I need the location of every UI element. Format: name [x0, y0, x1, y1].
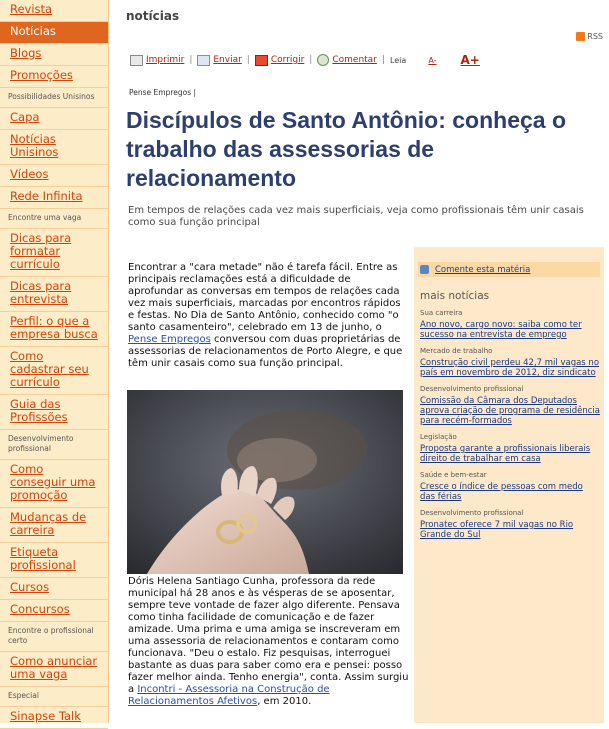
sidebar-item-guia-das-profissoes[interactable]: Guia das Profissões — [0, 395, 108, 430]
printer-icon — [130, 55, 143, 66]
news-link[interactable]: Proposta garante a profissionais liberais direito de trabalhar em casa — [420, 444, 591, 464]
sidebar-section-heading: Encontre o profissional certo — [0, 622, 108, 652]
left-sidebar — [0, 0, 109, 723]
sidebar-item-blogs[interactable]: Blogs — [0, 44, 108, 66]
sidebar-section-heading: Possibilidades Unisinos — [0, 88, 108, 108]
read-label: Leia — [389, 55, 407, 65]
news-category: Desenvolvimento profissional — [420, 385, 524, 393]
sidebar-item-videos[interactable]: Vídeos — [0, 165, 108, 187]
comment-bubble-icon — [420, 265, 429, 274]
article-paragraph-2 — [128, 576, 410, 708]
right-column — [414, 247, 604, 723]
news-item — [420, 509, 600, 540]
news-link[interactable]: Comissão da Câmara dos Deputados aprova criação de programa de residência para recém-formados — [420, 396, 601, 426]
separator: | — [381, 55, 385, 65]
envelope-icon — [197, 55, 210, 66]
sidebar-section-heading: Encontre uma vaga — [0, 209, 108, 229]
paragraph-text: conversou com duas proprietárias de assessorias de relacionamentos de Porto Alegre, e que têm unir casais como sua função principal. — [128, 334, 403, 369]
news-category: Saúde e bem-estar — [420, 471, 487, 479]
comment-strip — [418, 262, 600, 277]
decrease-font-button[interactable]: A- — [428, 55, 437, 65]
more-news-title: mais notícias — [420, 290, 490, 302]
paragraph-text: Dóris Helena Santiago Cunha, professora da rede municipal há 28 anos e às vésperas de se aposentar, sempre teve vontade de fazer algo diferente. Pensava como tinha facilidade de comunicação e de fazer amizade. Uma prima e uma amiga se inscreveram em uma assessoria de relacionamentos e contaram como funcionava. "Deu o estalo. Fiz pesquisas, interroguei bastante as duas para saber como era e pensei: posso fazer melhor ainda. Tenho energia", conta. Assim surgiu a — [128, 576, 409, 695]
rss-link[interactable] — [576, 32, 603, 41]
sidebar-item-como-cadastrar-seu-curriculo[interactable]: Como cadastrar seu currículo — [0, 347, 108, 395]
sidebar-item-revista[interactable]: Revista — [0, 0, 108, 22]
rss-icon — [576, 32, 585, 41]
sidebar-item-dicas-para-formatar-curriculo[interactable]: Dicas para formatar currículo — [0, 229, 108, 277]
sidebar-item-sinapse-talk[interactable]: Sinapse Talk — [0, 707, 108, 729]
sidebar-item-noticias-unisinos[interactable]: Notícias Unisinos — [0, 130, 108, 165]
sidebar-item-capa[interactable]: Capa — [0, 108, 108, 130]
news-category: Sua carreira — [420, 309, 463, 317]
paragraph-text: , em 2010. — [257, 696, 312, 707]
sidebar-item-noticias[interactable]: Notícias — [0, 22, 108, 44]
sidebar-item-como-anunciar-uma-vaga[interactable]: Como anunciar uma vaga — [0, 652, 108, 687]
article-toolbar — [130, 53, 480, 67]
article-kicker: Pense Empregos | — [129, 88, 197, 97]
sidebar-item-promocoes[interactable]: Promoções — [0, 66, 108, 88]
comment-article-link[interactable]: Comente esta matéria — [435, 264, 531, 275]
news-category: Legislação — [420, 433, 457, 441]
sidebar-item-etiqueta-profissional[interactable]: Etiqueta profissional — [0, 543, 108, 578]
news-item — [420, 309, 600, 340]
news-link[interactable]: Ano novo, cargo novo: saiba como ter sucesso na entrevista de emprego — [420, 320, 582, 340]
article-photo-rings-in-hand — [127, 390, 403, 574]
news-item — [420, 433, 600, 464]
article-paragraph-1 — [128, 262, 408, 370]
comment-icon — [317, 54, 329, 66]
comment-label: Comentar — [332, 55, 377, 65]
photo-illustration — [127, 390, 403, 574]
separator: | — [246, 55, 250, 65]
send-button[interactable] — [197, 55, 241, 66]
print-button[interactable] — [130, 55, 184, 66]
pense-empregos-link[interactable]: Pense Empregos — [128, 334, 211, 345]
article-lede: Em tempos de relações cada vez mais superficiais, veja como profissionais têm unir casais como sua função principal — [128, 205, 584, 228]
increase-font-button[interactable]: A+ — [460, 53, 480, 67]
print-label: Imprimir — [146, 55, 185, 65]
news-link[interactable]: Construção civil perdeu 42,7 mil vagas no país em novembro de 2012, diz sindicato — [420, 358, 600, 378]
news-category: Desenvolvimento profissional — [420, 509, 524, 517]
news-item — [420, 347, 600, 378]
sidebar-item-cursos[interactable]: Cursos — [0, 578, 108, 600]
correction-icon — [255, 55, 268, 66]
sidebar-item-concursos[interactable]: Concursos — [0, 600, 108, 622]
correct-label: Corrigir — [270, 55, 305, 65]
incontri-link[interactable]: Incontri - Assessoria na Construção de Relacionamentos Afetivos — [128, 684, 330, 707]
news-link[interactable]: Cresce o índice de pessoas com medo das férias — [420, 482, 583, 502]
section-title: notícias — [126, 9, 180, 23]
sidebar-section-heading: Desenvolvimento profissional — [0, 430, 108, 460]
sidebar-item-como-conseguir-uma-promocao[interactable]: Como conseguir uma promoção — [0, 460, 108, 508]
separator: | — [309, 55, 313, 65]
rss-label: RSS — [587, 32, 603, 41]
correct-button[interactable] — [255, 55, 304, 66]
article-headline: Discípulos de Santo Antônio: conheça o trabalho das assessorias de relacionamento — [126, 107, 567, 191]
news-category: Mercado de trabalho — [420, 347, 493, 355]
sidebar-item-perfil-o-que-a-empresa-busca[interactable]: Perfil: o que a empresa busca — [0, 312, 108, 347]
sidebar-item-rede-infinita[interactable]: Rede Infinita — [0, 187, 108, 209]
sidebar-item-dicas-para-entrevista[interactable]: Dicas para entrevista — [0, 277, 108, 312]
more-news-list — [420, 309, 600, 547]
news-item — [420, 471, 600, 502]
sidebar-section-heading: Especial — [0, 687, 108, 707]
send-label: Enviar — [213, 55, 242, 65]
news-link[interactable]: Pronatec oferece 7 mil vagas no Rio Grande do Sul — [420, 520, 574, 540]
separator: | — [189, 55, 193, 65]
comment-button[interactable] — [317, 54, 377, 66]
paragraph-text: Encontrar a "cara metade" não é tarefa fácil. Entre as principais reclamações está a dificuldade de aprofundar as conversas em tempos de relações cada vez mais superficiais, marcadas por encontros rápidos e festas. No Dia de Santo Antônio, conhecido como "o santo casamenteiro", celebrado em 13 de junho, o — [128, 262, 401, 333]
news-item — [420, 385, 600, 426]
sidebar-item-mudancas-de-carreira[interactable]: Mudanças de carreira — [0, 508, 108, 543]
